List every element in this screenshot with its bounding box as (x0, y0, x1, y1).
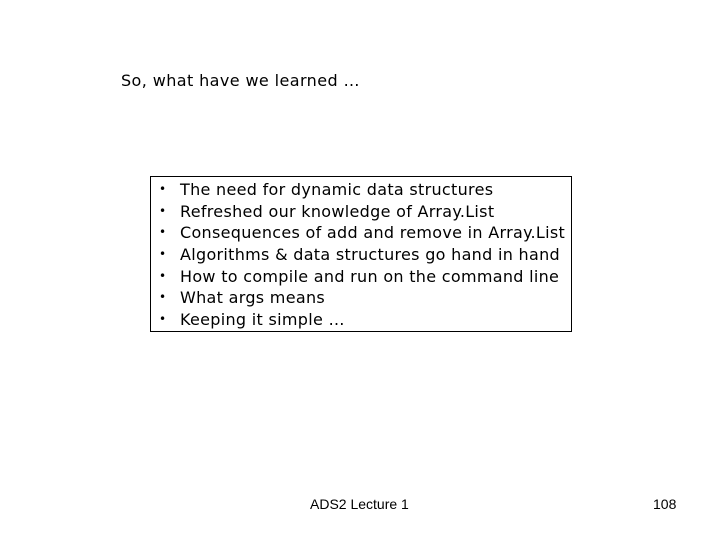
bullet-text: How to compile and run on the command line (180, 266, 560, 286)
bullet-item (151, 309, 571, 331)
bullet-list (151, 179, 571, 331)
bullet-dot: • (159, 290, 167, 305)
bullet-text: Refreshed our knowledge of Array.List (180, 201, 495, 221)
bullet-item (151, 266, 571, 288)
bullet-dot: • (159, 182, 167, 196)
bullet-dot: • (159, 247, 167, 262)
bullet-box (150, 176, 572, 332)
bullet-item (151, 287, 571, 309)
bullet-dot: • (159, 268, 167, 283)
bullet-item (151, 244, 571, 266)
bullet-text: Algorithms & data structures go hand in hand (180, 245, 560, 265)
bullet-item (151, 179, 571, 201)
bullet-item (151, 222, 571, 244)
bullet-text: Keeping it simple … (180, 310, 345, 330)
bullet-dot: • (159, 203, 167, 218)
bullet-text: Consequences of add and remove in Array.List (180, 223, 566, 243)
bullet-text: The need for dynamic data structures (180, 180, 494, 199)
footer-lecture-label: ADS2 Lecture 1 (310, 496, 409, 512)
page-number: 108 (653, 496, 677, 512)
bullet-text: What args means (180, 288, 326, 308)
slide-title: So, what have we learned … (121, 71, 360, 90)
bullet-dot: • (159, 225, 167, 240)
bullet-item (151, 201, 571, 223)
bullet-dot: • (159, 312, 167, 327)
